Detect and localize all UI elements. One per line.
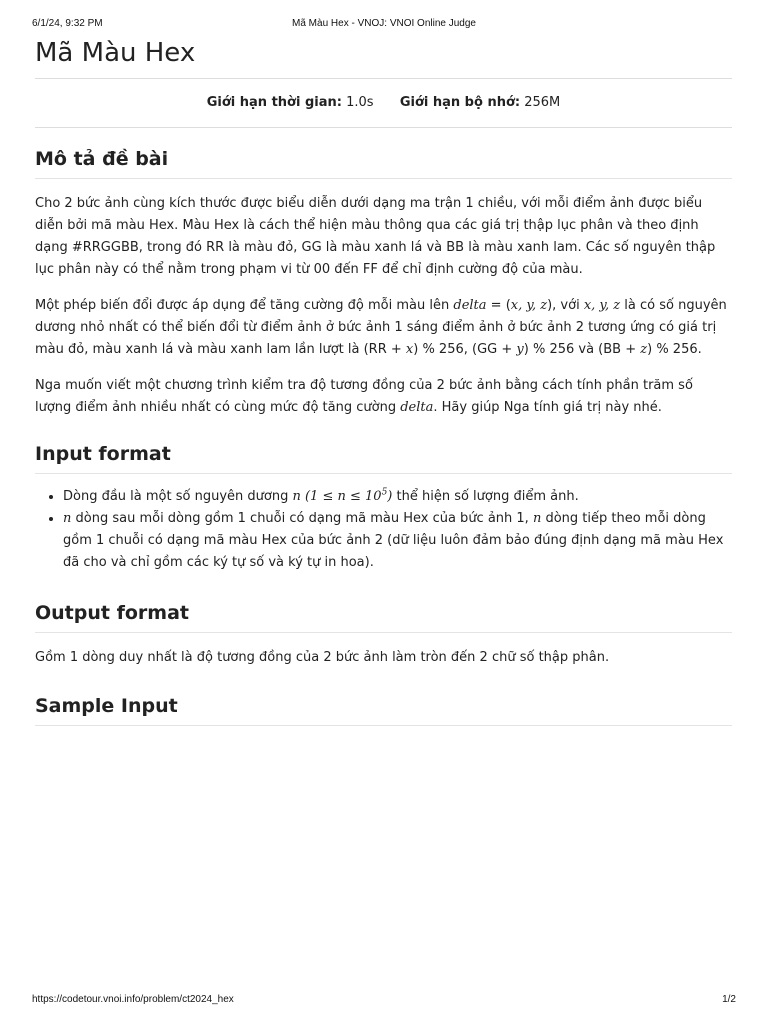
print-page-number: 1/2 [722, 994, 736, 1005]
math-delta: delta [453, 298, 487, 313]
math-constraint: $(1 \le n \le 10^5)$ [304, 487, 393, 504]
description-paragraph-1: Cho 2 bức ảnh cùng kích thước được biểu diễn dưới dạng ma trận 1 chiều, với mỗi điểm ảnh được biểu diễn bởi mã màu Hex. Màu Hex là cách thể hiện màu thông qua các giá trị thập lục phân và theo định dạng #RRGGBB, trong đó RR là màu đỏ, GG là màu xanh lá và BB là màu xanh lam. Các số nguyên thập lục phân này có thể nằm trong phạm vi từ 00 đến FF để chỉ định cường độ của màu. [35, 196, 716, 277]
print-header [32, 18, 736, 32]
list-item: • n dòng sau mỗi dòng gồm 1 chuỗi có dạng mã màu Hex của bức ảnh 1, n dòng tiếp theo mỗi dòng gồm 1 chuỗi có dạng mã màu Hex của bức ảnh 2 (dữ liệu luôn đảm bảo đúng định dạng mã màu Hex đã cho và chỉ gồm các ký tự số và ký tự in hoa). [63, 508, 732, 574]
math-n: n [532, 511, 542, 526]
input-format-list [35, 486, 732, 574]
math-xyz: x, y, z [583, 298, 621, 313]
math-x: x [405, 342, 414, 357]
print-date: 6/1/24, 9:32 PM [32, 18, 103, 29]
time-limit-value: 1.0s [346, 95, 374, 110]
time-limit-label: Giới hạn thời gian: [206, 95, 342, 110]
print-url: https://codetour.vnoi.info/problem/ct2024_hex [32, 994, 234, 1005]
math-xyz: x, y, z [510, 298, 548, 313]
math-z: z [640, 342, 648, 357]
output-format-heading: Output format [35, 600, 732, 633]
problem-limits [35, 79, 732, 128]
description-paragraph-3: Nga muốn viết một chương trình kiểm tra độ tương đồng của 2 bức ảnh bằng cách tính phần trăm số lượng điểm ảnh nhiều nhất có cùng mức độ tăng cường delta. Hãy giúp Nga tính giá trị này nhé. [35, 378, 693, 415]
page-title: Mã Màu Hex [35, 36, 732, 79]
problem-content [35, 36, 732, 726]
math-y: y [516, 342, 524, 357]
math-n: n [63, 511, 72, 526]
math-delta: delta [400, 400, 434, 415]
memory-limit-label: Giới hạn bộ nhớ: [399, 95, 521, 110]
print-tab-title: Mã Màu Hex - VNOJ: VNOI Online Judge [292, 18, 476, 29]
sample-input-heading: Sample Input [35, 693, 732, 726]
description-paragraph-2: Một phép biến đổi được áp dụng để tăng cường độ mỗi màu lên delta = (x, y, z), với x, y, z là có số nguyên dương nhỏ nhất có thể biến đổi từ điểm ảnh ở bức ảnh 1 sáng điểm ảnh ở bức ảnh 2 tương ứng có giá trị màu đỏ, màu xanh lá và màu xanh lam lần lượt là (RR + x) % 256, (GG + y) % 256 và (BB + z) % 256. [35, 298, 727, 357]
description-heading: Mô tả đề bài [35, 146, 732, 179]
math-n: n [292, 489, 301, 504]
list-item: • Dòng đầu là một số nguyên dương n $(1 \le n \le 10^5)$ thể hiện số lượng điểm ảnh. [63, 486, 732, 508]
memory-limit-value: 256M [524, 95, 561, 110]
input-format-heading: Input format [35, 441, 732, 474]
print-footer [32, 994, 736, 1008]
output-format-paragraph: Gồm 1 dòng duy nhất là độ tương đồng của 2 bức ảnh làm tròn đến 2 chữ số thập phân. [35, 650, 610, 665]
